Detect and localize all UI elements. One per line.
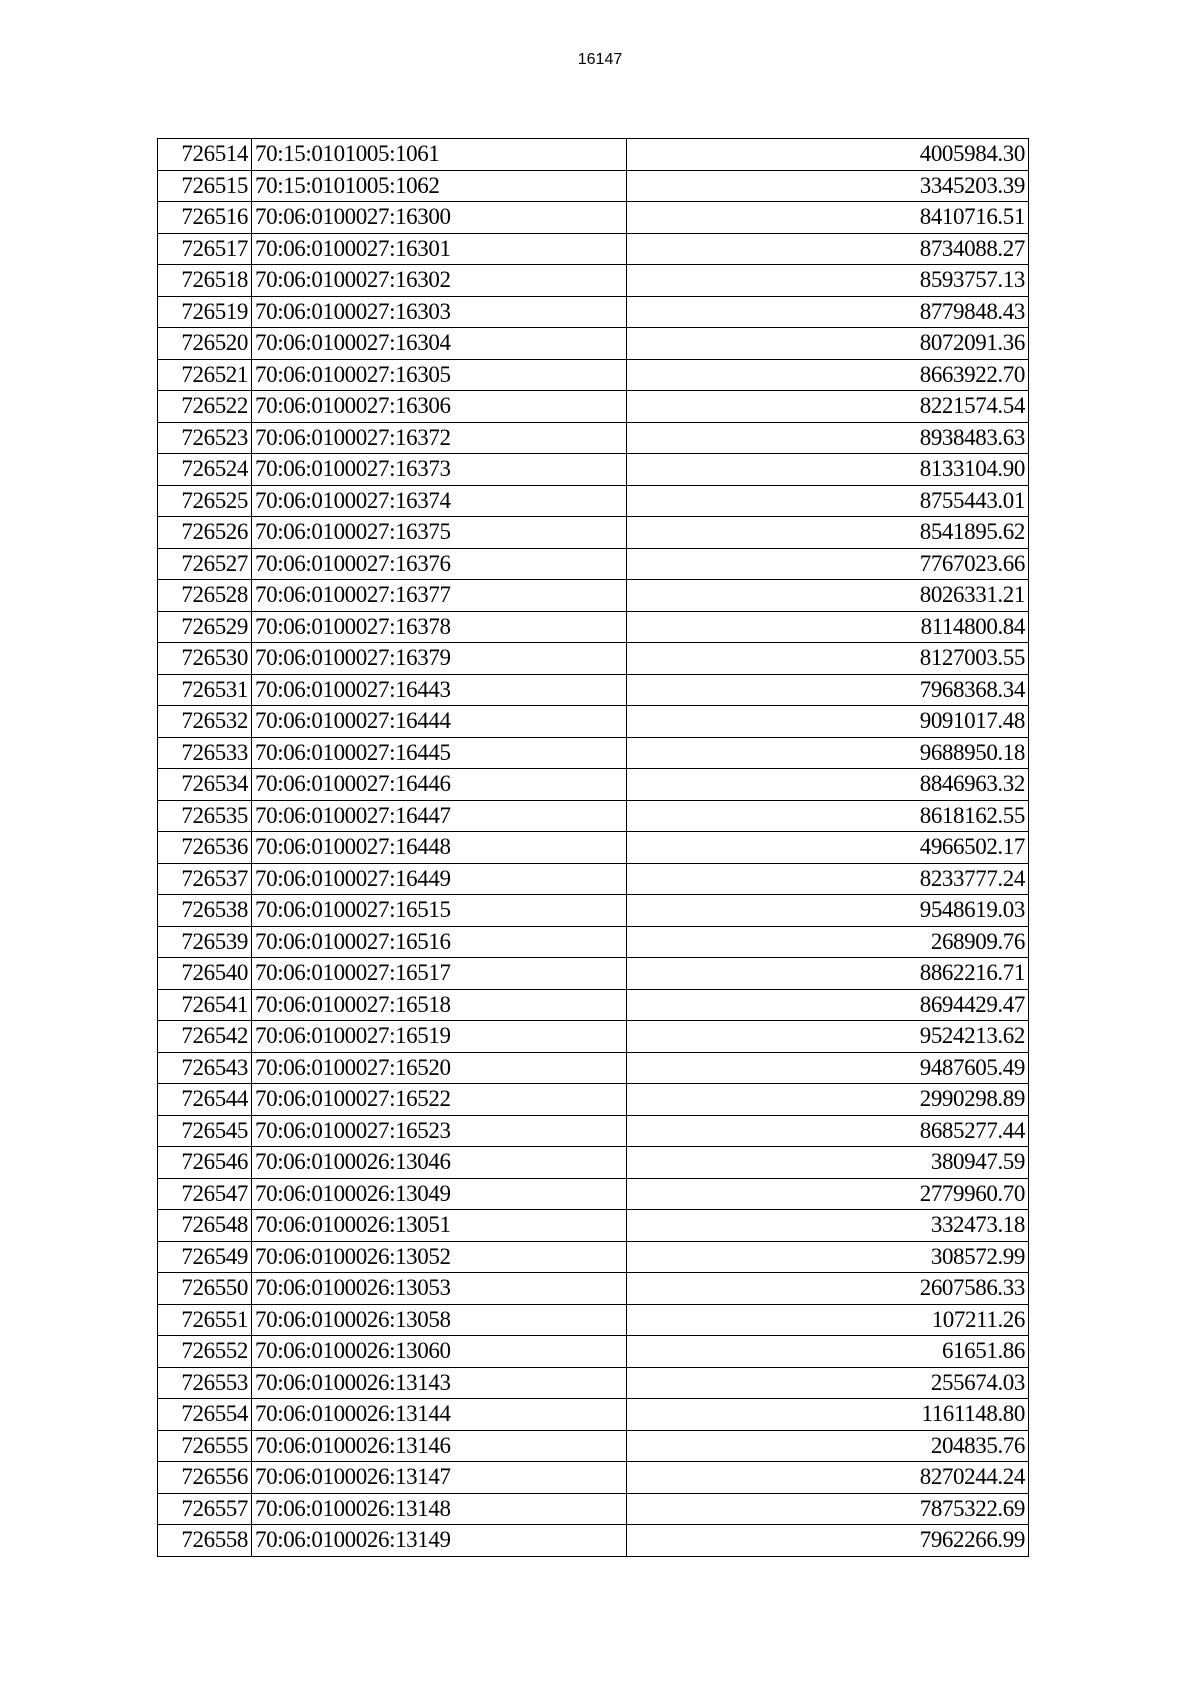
table-body: [158, 139, 1029, 1557]
cadastral-number-cell: 70:06:0100026:13049: [252, 1178, 627, 1210]
cadastral-value-cell: 61651.86: [627, 1336, 1029, 1368]
cadastral-number-cell: 70:06:0100027:16305: [252, 359, 627, 391]
cadastral-number-cell: 70:06:0100027:16515: [252, 895, 627, 927]
row-number-cell: 726550: [158, 1273, 252, 1305]
cadastral-number-cell: 70:06:0100027:16300: [252, 202, 627, 234]
cadastral-number-cell: 70:06:0100027:16449: [252, 863, 627, 895]
cadastral-value-cell: 8755443.01: [627, 485, 1029, 517]
row-number-cell: 726524: [158, 454, 252, 486]
cadastral-number-cell: 70:06:0100027:16523: [252, 1115, 627, 1147]
table-row: [158, 674, 1029, 706]
row-number-cell: 726521: [158, 359, 252, 391]
cadastral-value-cell: 7875322.69: [627, 1493, 1029, 1525]
cadastral-value-cell: 380947.59: [627, 1147, 1029, 1179]
table-row: [158, 265, 1029, 297]
cadastral-value-cell: 2990298.89: [627, 1084, 1029, 1116]
cadastral-number-cell: 70:06:0100027:16443: [252, 674, 627, 706]
row-number-cell: 726545: [158, 1115, 252, 1147]
cadastral-number-cell: 70:06:0100027:16519: [252, 1021, 627, 1053]
table-row: [158, 517, 1029, 549]
row-number-cell: 726522: [158, 391, 252, 423]
table-row: [158, 1178, 1029, 1210]
cadastral-number-cell: 70:06:0100027:16516: [252, 926, 627, 958]
cadastral-number-cell: 70:06:0100026:13058: [252, 1304, 627, 1336]
cadastral-value-cell: 8938483.63: [627, 422, 1029, 454]
cadastral-number-cell: 70:06:0100026:13143: [252, 1367, 627, 1399]
cadastral-value-cell: 3345203.39: [627, 170, 1029, 202]
cadastral-value-cell: 8026331.21: [627, 580, 1029, 612]
cadastral-value-cell: 8133104.90: [627, 454, 1029, 486]
cadastral-number-cell: 70:06:0100027:16306: [252, 391, 627, 423]
table-row: [158, 233, 1029, 265]
table-row: [158, 1084, 1029, 1116]
cadastral-value-cell: 8618162.55: [627, 800, 1029, 832]
row-number-cell: 726544: [158, 1084, 252, 1116]
table-row: [158, 139, 1029, 171]
row-number-cell: 726539: [158, 926, 252, 958]
row-number-cell: 726546: [158, 1147, 252, 1179]
table-row: [158, 895, 1029, 927]
cadastral-number-cell: 70:06:0100027:16301: [252, 233, 627, 265]
table-row: [158, 1052, 1029, 1084]
table-row: [158, 1210, 1029, 1242]
row-number-cell: 726525: [158, 485, 252, 517]
table-row: [158, 832, 1029, 864]
cadastral-number-cell: 70:06:0100027:16446: [252, 769, 627, 801]
cadastral-value-cell: 8270244.24: [627, 1462, 1029, 1494]
cadastral-value-cell: 4966502.17: [627, 832, 1029, 864]
cadastral-value-cell: 8072091.36: [627, 328, 1029, 360]
row-number-cell: 726516: [158, 202, 252, 234]
row-number-cell: 726554: [158, 1399, 252, 1431]
cadastral-value-cell: 107211.26: [627, 1304, 1029, 1336]
cadastral-value-cell: 255674.03: [627, 1367, 1029, 1399]
cadastral-number-cell: 70:06:0100027:16447: [252, 800, 627, 832]
table-row: [158, 1304, 1029, 1336]
cadastral-value-cell: 9548619.03: [627, 895, 1029, 927]
cadastral-value-cell: 7968368.34: [627, 674, 1029, 706]
row-number-cell: 726538: [158, 895, 252, 927]
cadastral-value-cell: 7767023.66: [627, 548, 1029, 580]
row-number-cell: 726537: [158, 863, 252, 895]
cadastral-number-cell: 70:06:0100027:16304: [252, 328, 627, 360]
cadastral-number-cell: 70:15:0101005:1062: [252, 170, 627, 202]
cadastral-number-cell: 70:06:0100026:13146: [252, 1430, 627, 1462]
table-row: [158, 800, 1029, 832]
cadastral-number-cell: 70:06:0100027:16522: [252, 1084, 627, 1116]
row-number-cell: 726527: [158, 548, 252, 580]
cadastral-number-cell: 70:06:0100027:16445: [252, 737, 627, 769]
table-row: [158, 170, 1029, 202]
cadastral-number-cell: 70:06:0100027:16372: [252, 422, 627, 454]
cadastral-number-cell: 70:06:0100027:16374: [252, 485, 627, 517]
cadastral-number-cell: 70:06:0100027:16373: [252, 454, 627, 486]
cadastral-number-cell: 70:06:0100027:16377: [252, 580, 627, 612]
row-number-cell: 726541: [158, 989, 252, 1021]
cadastral-number-cell: 70:06:0100027:16302: [252, 265, 627, 297]
table-row: [158, 580, 1029, 612]
cadastral-value-cell: 8694429.47: [627, 989, 1029, 1021]
row-number-cell: 726547: [158, 1178, 252, 1210]
table-row: [158, 296, 1029, 328]
cadastral-value-cell: 8541895.62: [627, 517, 1029, 549]
cadastral-value-cell: 8593757.13: [627, 265, 1029, 297]
cadastral-value-cell: 8114800.84: [627, 611, 1029, 643]
row-number-cell: 726551: [158, 1304, 252, 1336]
cadastral-number-cell: 70:06:0100027:16448: [252, 832, 627, 864]
table-row: [158, 485, 1029, 517]
row-number-cell: 726535: [158, 800, 252, 832]
cadastral-number-cell: 70:06:0100027:16303: [252, 296, 627, 328]
cadastral-number-cell: 70:06:0100027:16520: [252, 1052, 627, 1084]
table-row: [158, 611, 1029, 643]
cadastral-number-cell: 70:06:0100026:13149: [252, 1525, 627, 1557]
row-number-cell: 726556: [158, 1462, 252, 1494]
row-number-cell: 726555: [158, 1430, 252, 1462]
table-row: [158, 422, 1029, 454]
cadastral-value-table: [157, 138, 1029, 1557]
row-number-cell: 726517: [158, 233, 252, 265]
table-row: [158, 1462, 1029, 1494]
cadastral-value-cell: 204835.76: [627, 1430, 1029, 1462]
table-row: [158, 1493, 1029, 1525]
cadastral-value-cell: 332473.18: [627, 1210, 1029, 1242]
table-row: [158, 863, 1029, 895]
cadastral-value-cell: 308572.99: [627, 1241, 1029, 1273]
cadastral-value-cell: 1161148.80: [627, 1399, 1029, 1431]
row-number-cell: 726518: [158, 265, 252, 297]
cadastral-number-cell: 70:06:0100027:16378: [252, 611, 627, 643]
page-number: 16147: [577, 51, 623, 68]
table-row: [158, 643, 1029, 675]
table-row: [158, 706, 1029, 738]
cadastral-value-cell: 7962266.99: [627, 1525, 1029, 1557]
row-number-cell: 726531: [158, 674, 252, 706]
cadastral-number-cell: 70:06:0100026:13148: [252, 1493, 627, 1525]
cadastral-number-cell: 70:06:0100026:13144: [252, 1399, 627, 1431]
cadastral-number-cell: 70:06:0100026:13053: [252, 1273, 627, 1305]
table-row: [158, 989, 1029, 1021]
table-row: [158, 1430, 1029, 1462]
cadastral-number-cell: 70:06:0100027:16518: [252, 989, 627, 1021]
row-number-cell: 726549: [158, 1241, 252, 1273]
table-row: [158, 202, 1029, 234]
table-row: [158, 958, 1029, 990]
table-row: [158, 1021, 1029, 1053]
table-row: [158, 1525, 1029, 1557]
cadastral-number-cell: 70:06:0100027:16376: [252, 548, 627, 580]
cadastral-number-cell: 70:06:0100027:16517: [252, 958, 627, 990]
cadastral-number-cell: 70:15:0101005:1061: [252, 139, 627, 171]
table-row: [158, 926, 1029, 958]
row-number-cell: 726548: [158, 1210, 252, 1242]
cadastral-value-cell: 4005984.30: [627, 139, 1029, 171]
cadastral-value-cell: 9688950.18: [627, 737, 1029, 769]
table-row: [158, 1241, 1029, 1273]
table-row: [158, 454, 1029, 486]
row-number-cell: 726557: [158, 1493, 252, 1525]
table-row: [158, 1147, 1029, 1179]
row-number-cell: 726519: [158, 296, 252, 328]
cadastral-value-cell: 8221574.54: [627, 391, 1029, 423]
cadastral-number-cell: 70:06:0100027:16379: [252, 643, 627, 675]
cadastral-number-cell: 70:06:0100026:13046: [252, 1147, 627, 1179]
cadastral-value-cell: 8233777.24: [627, 863, 1029, 895]
table-row: [158, 737, 1029, 769]
table-row: [158, 1399, 1029, 1431]
cadastral-value-cell: 8127003.55: [627, 643, 1029, 675]
cadastral-value-cell: 8410716.51: [627, 202, 1029, 234]
cadastral-number-cell: 70:06:0100026:13052: [252, 1241, 627, 1273]
row-number-cell: 726520: [158, 328, 252, 360]
cadastral-value-cell: 8779848.43: [627, 296, 1029, 328]
row-number-cell: 726532: [158, 706, 252, 738]
cadastral-value-cell: 9487605.49: [627, 1052, 1029, 1084]
row-number-cell: 726558: [158, 1525, 252, 1557]
row-number-cell: 726515: [158, 170, 252, 202]
table-row: [158, 1115, 1029, 1147]
cadastral-value-cell: 8846963.32: [627, 769, 1029, 801]
row-number-cell: 726543: [158, 1052, 252, 1084]
cadastral-value-cell: 8734088.27: [627, 233, 1029, 265]
cadastral-value-cell: 9524213.62: [627, 1021, 1029, 1053]
cadastral-number-cell: 70:06:0100027:16375: [252, 517, 627, 549]
row-number-cell: 726533: [158, 737, 252, 769]
row-number-cell: 726536: [158, 832, 252, 864]
table-row: [158, 1273, 1029, 1305]
table-row: [158, 769, 1029, 801]
cadastral-number-cell: 70:06:0100026:13060: [252, 1336, 627, 1368]
row-number-cell: 726526: [158, 517, 252, 549]
cadastral-value-cell: 268909.76: [627, 926, 1029, 958]
table-row: [158, 1336, 1029, 1368]
row-number-cell: 726530: [158, 643, 252, 675]
table-row: [158, 548, 1029, 580]
row-number-cell: 726534: [158, 769, 252, 801]
cadastral-value-cell: 2779960.70: [627, 1178, 1029, 1210]
cadastral-value-cell: 9091017.48: [627, 706, 1029, 738]
table-row: [158, 1367, 1029, 1399]
row-number-cell: 726514: [158, 139, 252, 171]
row-number-cell: 726523: [158, 422, 252, 454]
row-number-cell: 726528: [158, 580, 252, 612]
table-row: [158, 359, 1029, 391]
row-number-cell: 726553: [158, 1367, 252, 1399]
cadastral-value-cell: 8663922.70: [627, 359, 1029, 391]
cadastral-number-cell: 70:06:0100027:16444: [252, 706, 627, 738]
cadastral-number-cell: 70:06:0100026:13147: [252, 1462, 627, 1494]
row-number-cell: 726542: [158, 1021, 252, 1053]
cadastral-value-cell: 8685277.44: [627, 1115, 1029, 1147]
cadastral-number-cell: 70:06:0100026:13051: [252, 1210, 627, 1242]
table-row: [158, 391, 1029, 423]
table-row: [158, 328, 1029, 360]
row-number-cell: 726529: [158, 611, 252, 643]
cadastral-value-cell: 2607586.33: [627, 1273, 1029, 1305]
cadastral-value-cell: 8862216.71: [627, 958, 1029, 990]
row-number-cell: 726552: [158, 1336, 252, 1368]
row-number-cell: 726540: [158, 958, 252, 990]
